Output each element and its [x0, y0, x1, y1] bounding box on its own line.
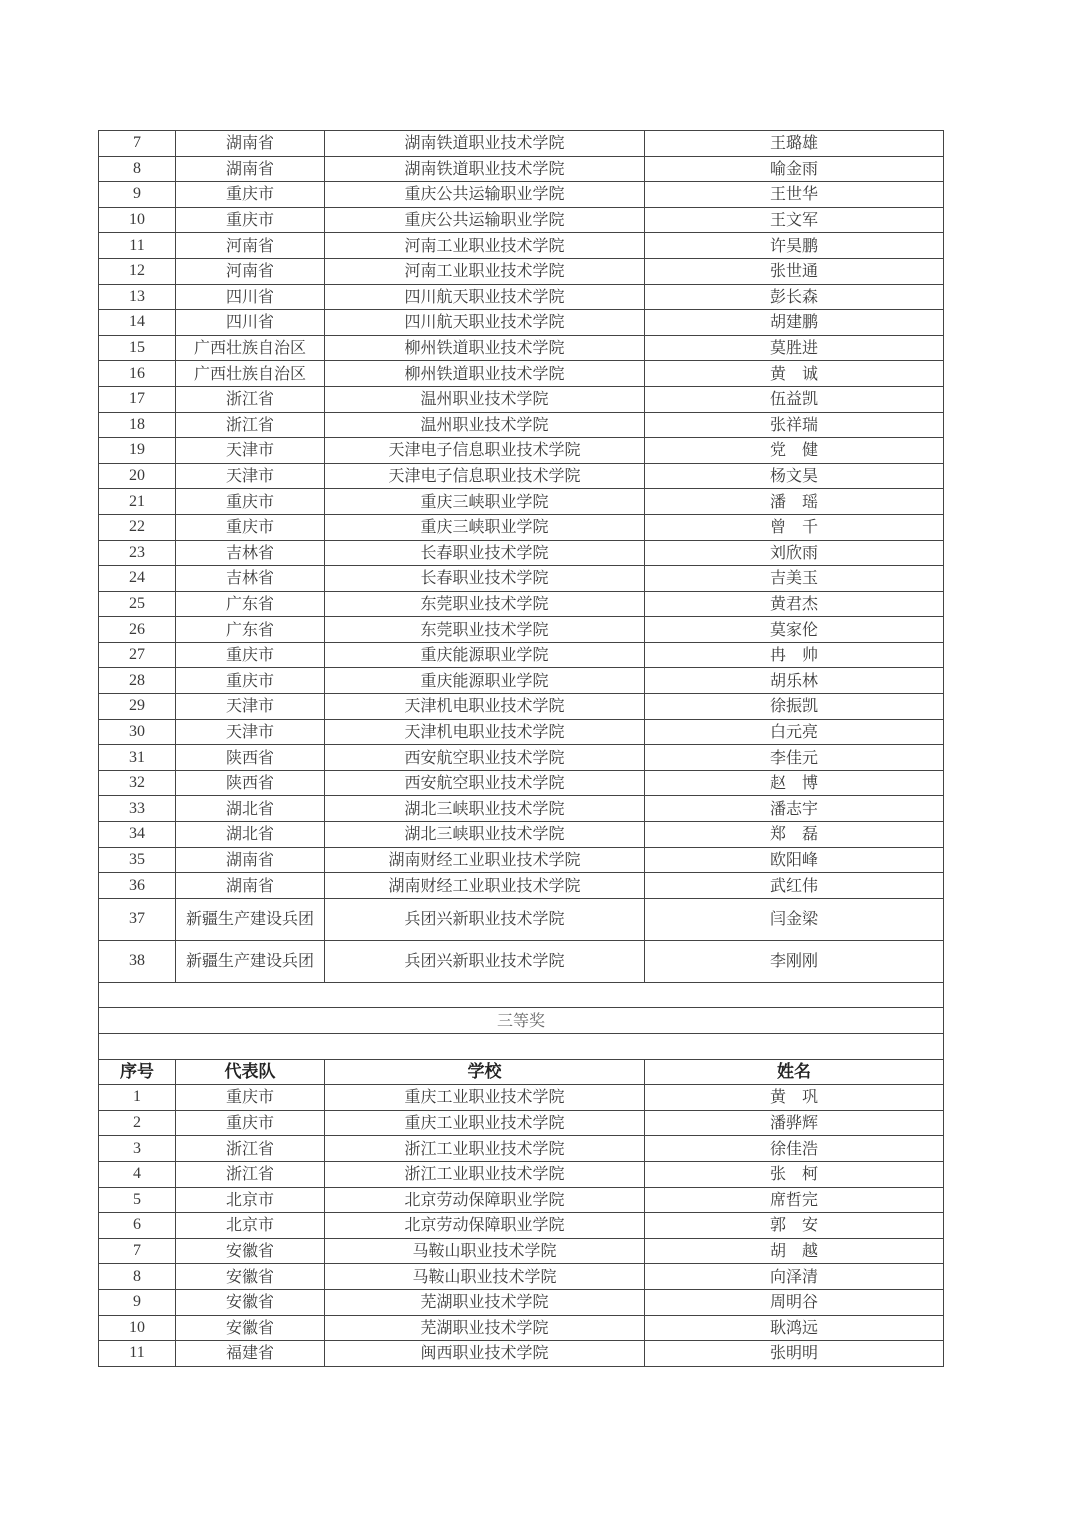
table-row: [99, 207, 944, 233]
table-row: [99, 719, 944, 745]
third-prize-body: [99, 1085, 944, 1367]
row-name: 赵 博: [645, 770, 944, 796]
header-name: 姓名: [645, 1059, 944, 1085]
table-row: [99, 1315, 944, 1341]
table-row: [99, 463, 944, 489]
row-team: 福建省: [176, 1341, 325, 1367]
row-team: 陕西省: [176, 745, 325, 771]
row-number: 17: [99, 386, 176, 412]
row-name: 黄 巩: [645, 1085, 944, 1111]
row-school: 芜湖职业技术学院: [325, 1289, 645, 1315]
row-number: 35: [99, 847, 176, 873]
row-team: 安徽省: [176, 1264, 325, 1290]
row-school: 重庆能源职业学院: [325, 642, 645, 668]
row-team: 天津市: [176, 463, 325, 489]
row-team: 吉林省: [176, 540, 325, 566]
header-school: 学校: [325, 1059, 645, 1085]
row-number: 11: [99, 233, 176, 259]
row-team: 广东省: [176, 591, 325, 617]
row-team: 天津市: [176, 438, 325, 464]
row-school: 四川航天职业技术学院: [325, 284, 645, 310]
row-number: 21: [99, 489, 176, 515]
row-school: 河南工业职业技术学院: [325, 233, 645, 259]
row-team: 北京市: [176, 1187, 325, 1213]
blank-row: [99, 1034, 944, 1060]
row-team: 安徽省: [176, 1289, 325, 1315]
row-school: 闽西职业技术学院: [325, 1341, 645, 1367]
row-team: 湖南省: [176, 847, 325, 873]
row-number: 2: [99, 1110, 176, 1136]
row-name: 徐佳浩: [645, 1136, 944, 1162]
row-team: 重庆市: [176, 642, 325, 668]
row-school: 芜湖职业技术学院: [325, 1315, 645, 1341]
row-number: 19: [99, 438, 176, 464]
row-school: 湖南铁道职业技术学院: [325, 156, 645, 182]
row-team: 天津市: [176, 719, 325, 745]
row-school: 温州职业技术学院: [325, 386, 645, 412]
row-team: 吉林省: [176, 566, 325, 592]
row-number: 11: [99, 1341, 176, 1367]
row-number: 38: [99, 940, 176, 982]
row-school: 重庆工业职业技术学院: [325, 1085, 645, 1111]
table-row: [99, 822, 944, 848]
table-row: [99, 898, 944, 940]
row-number: 25: [99, 591, 176, 617]
row-number: 1: [99, 1085, 176, 1111]
row-team: 重庆市: [176, 514, 325, 540]
row-number: 37: [99, 898, 176, 940]
table-row: [99, 694, 944, 720]
row-name: 潘骅辉: [645, 1110, 944, 1136]
table-row: [99, 1238, 944, 1264]
table-row: [99, 668, 944, 694]
section-title-row: [99, 1008, 944, 1034]
row-school: 湖北三峡职业技术学院: [325, 796, 645, 822]
row-number: 13: [99, 284, 176, 310]
row-name: 曾 千: [645, 514, 944, 540]
header-team: 代表队: [176, 1059, 325, 1085]
row-name: 冉 帅: [645, 642, 944, 668]
row-name: 闫金梁: [645, 898, 944, 940]
row-team: 重庆市: [176, 207, 325, 233]
row-team: 重庆市: [176, 1110, 325, 1136]
table-row: [99, 591, 944, 617]
row-number: 29: [99, 694, 176, 720]
row-number: 9: [99, 1289, 176, 1315]
row-team: 四川省: [176, 284, 325, 310]
row-team: 湖南省: [176, 873, 325, 899]
row-team: 重庆市: [176, 1085, 325, 1111]
row-school: 重庆公共运输职业学院: [325, 182, 645, 208]
row-name: 徐振凯: [645, 694, 944, 720]
row-team: 安徽省: [176, 1238, 325, 1264]
row-team: 湖南省: [176, 156, 325, 182]
row-number: 36: [99, 873, 176, 899]
row-number: 27: [99, 642, 176, 668]
row-school: 西安航空职业技术学院: [325, 745, 645, 771]
row-team: 浙江省: [176, 1136, 325, 1162]
table-row: [99, 514, 944, 540]
row-name: 黄 诚: [645, 361, 944, 387]
row-name: 潘志宇: [645, 796, 944, 822]
row-number: 20: [99, 463, 176, 489]
row-team: 重庆市: [176, 668, 325, 694]
row-number: 8: [99, 1264, 176, 1290]
row-name: 白元亮: [645, 719, 944, 745]
row-name: 伍益凯: [645, 386, 944, 412]
table-row: [99, 642, 944, 668]
row-number: 22: [99, 514, 176, 540]
row-team: 湖北省: [176, 822, 325, 848]
row-school: 长春职业技术学院: [325, 540, 645, 566]
row-school: 浙江工业职业技术学院: [325, 1161, 645, 1187]
row-team: 陕西省: [176, 770, 325, 796]
row-name: 李佳元: [645, 745, 944, 771]
row-school: 重庆工业职业技术学院: [325, 1110, 645, 1136]
row-name: 许昊鹏: [645, 233, 944, 259]
row-team: 河南省: [176, 258, 325, 284]
row-school: 兵团兴新职业技术学院: [325, 940, 645, 982]
row-school: 天津机电职业技术学院: [325, 719, 645, 745]
row-number: 12: [99, 258, 176, 284]
row-school: 四川航天职业技术学院: [325, 310, 645, 336]
table-row: [99, 438, 944, 464]
row-school: 温州职业技术学院: [325, 412, 645, 438]
row-number: 31: [99, 745, 176, 771]
row-number: 6: [99, 1213, 176, 1239]
table-row: [99, 335, 944, 361]
row-number: 28: [99, 668, 176, 694]
row-team: 新疆生产建设兵团: [176, 940, 325, 982]
row-name: 李刚刚: [645, 940, 944, 982]
row-name: 彭长森: [645, 284, 944, 310]
row-school: 天津电子信息职业技术学院: [325, 438, 645, 464]
row-school: 东莞职业技术学院: [325, 617, 645, 643]
row-number: 15: [99, 335, 176, 361]
row-name: 席哲完: [645, 1187, 944, 1213]
row-name: 向泽清: [645, 1264, 944, 1290]
row-school: 重庆三峡职业学院: [325, 489, 645, 515]
table-row: [99, 310, 944, 336]
table-row: [99, 412, 944, 438]
row-name: 耿鸿远: [645, 1315, 944, 1341]
row-team: 浙江省: [176, 1161, 325, 1187]
row-team: 四川省: [176, 310, 325, 336]
row-name: 王世华: [645, 182, 944, 208]
row-number: 10: [99, 207, 176, 233]
row-school: 长春职业技术学院: [325, 566, 645, 592]
row-school: 湖南财经工业职业技术学院: [325, 873, 645, 899]
row-school: 湖北三峡职业技术学院: [325, 822, 645, 848]
row-number: 7: [99, 131, 176, 157]
table-row: [99, 131, 944, 157]
row-school: 湖南铁道职业技术学院: [325, 131, 645, 157]
row-team: 广西壮族自治区: [176, 335, 325, 361]
table-row: [99, 1213, 944, 1239]
row-name: 欧阳峰: [645, 847, 944, 873]
row-name: 张世通: [645, 258, 944, 284]
row-school: 北京劳动保障职业学院: [325, 1187, 645, 1213]
table-row: [99, 566, 944, 592]
table-row: [99, 1289, 944, 1315]
row-number: 24: [99, 566, 176, 592]
table-row: [99, 617, 944, 643]
row-number: 26: [99, 617, 176, 643]
row-team: 北京市: [176, 1213, 325, 1239]
row-team: 安徽省: [176, 1315, 325, 1341]
row-name: 黄君杰: [645, 591, 944, 617]
table-row: [99, 1085, 944, 1111]
table-row: [99, 1110, 944, 1136]
row-number: 8: [99, 156, 176, 182]
row-team: 天津市: [176, 694, 325, 720]
second-prize-body: [99, 131, 944, 983]
row-number: 14: [99, 310, 176, 336]
table-row: [99, 796, 944, 822]
row-name: 莫胜进: [645, 335, 944, 361]
table-row: [99, 745, 944, 771]
header-no: 序号: [99, 1059, 176, 1085]
row-school: 东莞职业技术学院: [325, 591, 645, 617]
row-team: 浙江省: [176, 386, 325, 412]
table-row: [99, 940, 944, 982]
row-school: 北京劳动保障职业学院: [325, 1213, 645, 1239]
row-school: 重庆公共运输职业学院: [325, 207, 645, 233]
row-name: 郑 磊: [645, 822, 944, 848]
row-school: 马鞍山职业技术学院: [325, 1264, 645, 1290]
row-name: 张 柯: [645, 1161, 944, 1187]
table-row: [99, 258, 944, 284]
row-number: 7: [99, 1238, 176, 1264]
row-number: 33: [99, 796, 176, 822]
row-number: 10: [99, 1315, 176, 1341]
row-name: 潘 瑶: [645, 489, 944, 515]
table-row: [99, 1161, 944, 1187]
table-row: [99, 182, 944, 208]
row-number: 9: [99, 182, 176, 208]
table-row: [99, 1264, 944, 1290]
row-school: 柳州铁道职业技术学院: [325, 361, 645, 387]
row-school: 河南工业职业技术学院: [325, 258, 645, 284]
row-team: 湖南省: [176, 131, 325, 157]
row-name: 周明谷: [645, 1289, 944, 1315]
row-number: 4: [99, 1161, 176, 1187]
row-school: 兵团兴新职业技术学院: [325, 898, 645, 940]
row-number: 34: [99, 822, 176, 848]
section-title: 三等奖: [99, 1008, 944, 1034]
row-team: 湖北省: [176, 796, 325, 822]
table-row: [99, 489, 944, 515]
row-name: 党 健: [645, 438, 944, 464]
row-number: 30: [99, 719, 176, 745]
table-row: [99, 873, 944, 899]
row-school: 天津电子信息职业技术学院: [325, 463, 645, 489]
table-row: [99, 361, 944, 387]
row-number: 18: [99, 412, 176, 438]
row-name: 胡建鹏: [645, 310, 944, 336]
row-name: 莫家伦: [645, 617, 944, 643]
third-prize-section: [99, 982, 944, 1084]
row-team: 重庆市: [176, 182, 325, 208]
row-number: 23: [99, 540, 176, 566]
row-name: 刘欣雨: [645, 540, 944, 566]
header-row: [99, 1059, 944, 1085]
row-school: 西安航空职业技术学院: [325, 770, 645, 796]
row-team: 河南省: [176, 233, 325, 259]
row-name: 张明明: [645, 1341, 944, 1367]
table-row: [99, 284, 944, 310]
row-number: 3: [99, 1136, 176, 1162]
row-school: 天津机电职业技术学院: [325, 694, 645, 720]
row-number: 16: [99, 361, 176, 387]
row-school: 马鞍山职业技术学院: [325, 1238, 645, 1264]
table-row: [99, 540, 944, 566]
row-number: 32: [99, 770, 176, 796]
row-name: 张祥瑞: [645, 412, 944, 438]
table-row: [99, 1187, 944, 1213]
row-name: 胡 越: [645, 1238, 944, 1264]
row-name: 王文军: [645, 207, 944, 233]
row-team: 重庆市: [176, 489, 325, 515]
row-name: 吉美玉: [645, 566, 944, 592]
row-name: 喻金雨: [645, 156, 944, 182]
table-row: [99, 1136, 944, 1162]
row-team: 浙江省: [176, 412, 325, 438]
row-number: 5: [99, 1187, 176, 1213]
table-row: [99, 233, 944, 259]
blank-row: [99, 982, 944, 1008]
row-school: 柳州铁道职业技术学院: [325, 335, 645, 361]
table-row: [99, 1341, 944, 1367]
row-name: 郭 安: [645, 1213, 944, 1239]
table-row: [99, 156, 944, 182]
row-team: 广东省: [176, 617, 325, 643]
row-school: 重庆能源职业学院: [325, 668, 645, 694]
row-school: 湖南财经工业职业技术学院: [325, 847, 645, 873]
row-name: 胡乐林: [645, 668, 944, 694]
table-row: [99, 770, 944, 796]
row-school: 重庆三峡职业学院: [325, 514, 645, 540]
table-row: [99, 847, 944, 873]
row-team: 广西壮族自治区: [176, 361, 325, 387]
row-name: 王璐雄: [645, 131, 944, 157]
row-school: 浙江工业职业技术学院: [325, 1136, 645, 1162]
awards-table: [98, 130, 944, 1367]
row-name: 杨文昊: [645, 463, 944, 489]
row-team: 新疆生产建设兵团: [176, 898, 325, 940]
table-row: [99, 386, 944, 412]
row-name: 武红伟: [645, 873, 944, 899]
